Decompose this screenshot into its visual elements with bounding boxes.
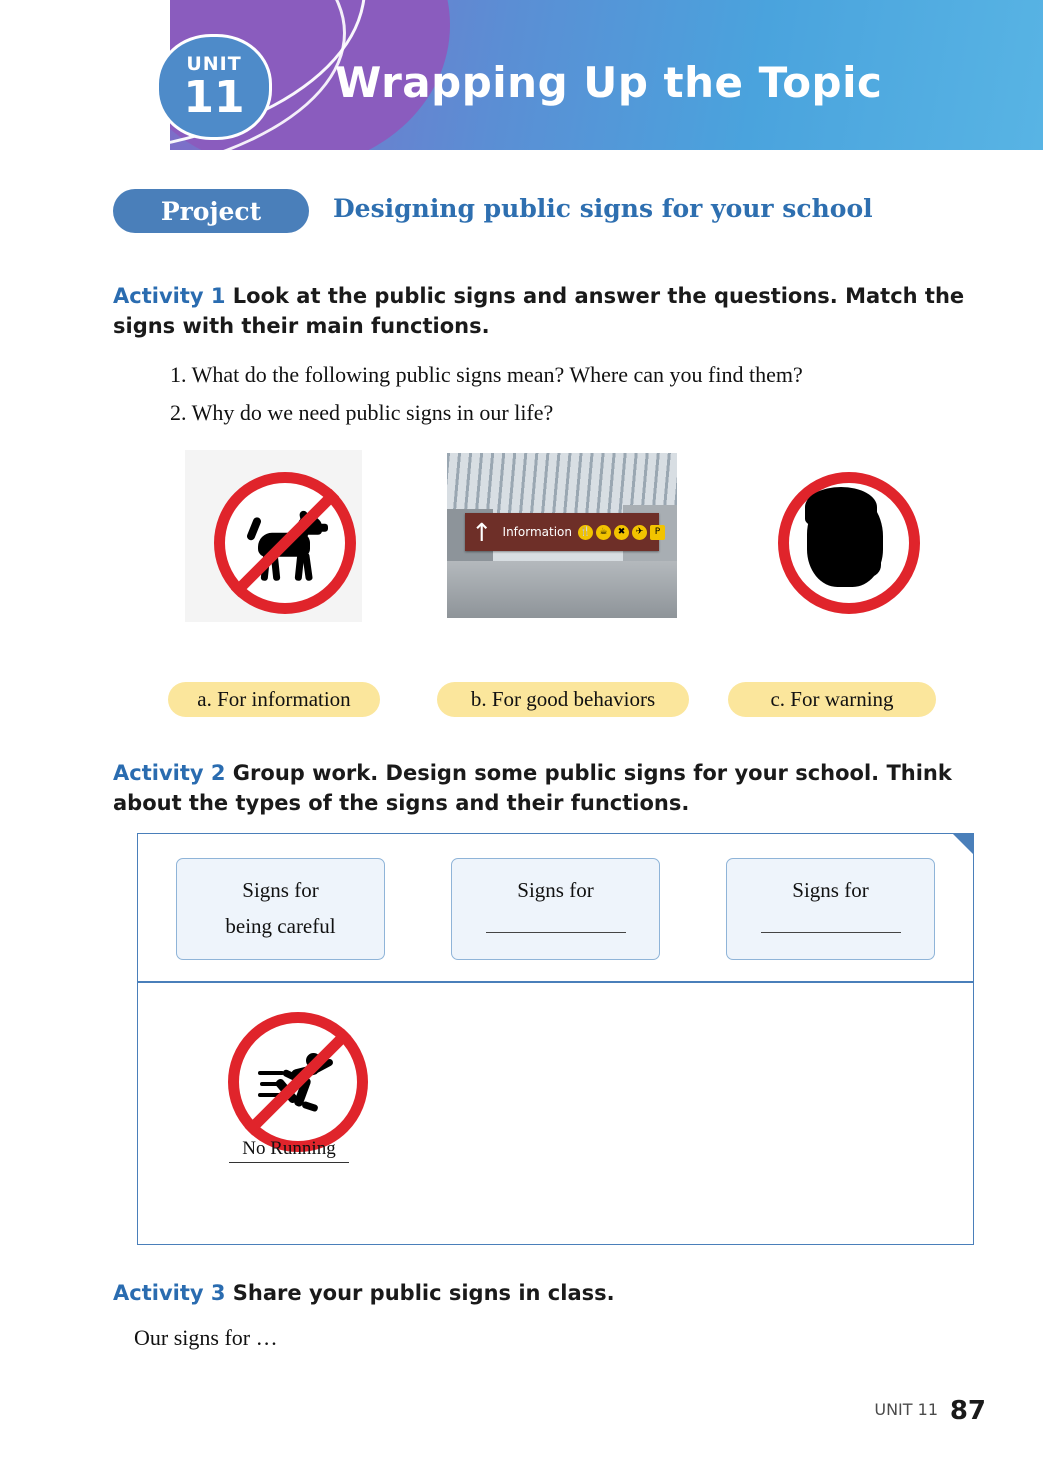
corner-fold-icon	[953, 834, 973, 854]
activity1-question-2: 2. Why do we need public signs in our life?	[170, 400, 554, 425]
silence-sign	[750, 450, 927, 622]
activity2-label: Activity 2	[113, 761, 226, 785]
category-3-blank[interactable]	[761, 909, 901, 945]
information-sign-board	[465, 513, 659, 551]
parking-icon: P	[650, 525, 665, 540]
photo-floor	[447, 561, 677, 618]
category-box-3[interactable]	[726, 858, 935, 960]
activity2-worksheet-box	[137, 833, 974, 1245]
category-box-2[interactable]	[451, 858, 660, 960]
prohibition-circle-icon	[228, 1012, 368, 1152]
category-1-line-2: being careful	[225, 914, 336, 938]
pictogram-group	[578, 525, 665, 540]
activity3-prompt: Our signs for …	[134, 1325, 278, 1350]
category-1-line-1: Signs for	[242, 878, 319, 903]
silence-circle-icon	[778, 472, 920, 614]
category-2-blank[interactable]	[486, 909, 626, 945]
activity1-heading	[113, 281, 973, 342]
up-arrow-icon: ↑	[471, 517, 493, 547]
category-2-line-1: Signs for	[517, 878, 594, 903]
information-sign-text: Information	[502, 525, 572, 539]
project-badge-label: Project	[160, 196, 262, 226]
no-running-caption: No Running	[229, 1138, 349, 1163]
activity1-label: Activity 1	[113, 284, 226, 308]
activity1-text: Look at the public signs and answer the questions. Match the signs with their main functions.	[113, 284, 965, 339]
no-entry-icon: ✖	[614, 525, 629, 540]
activity2-heading	[113, 758, 973, 819]
footer-unit-label: UNIT 11	[874, 1400, 938, 1419]
activity3-heading	[113, 1278, 973, 1308]
airport-information-sign	[447, 453, 677, 618]
activity3-label: Activity 3	[113, 1281, 226, 1305]
activity1-question-1: 1. What do the following public signs mean? Where can you find them?	[170, 362, 803, 387]
prohibition-circle-icon	[214, 472, 356, 614]
unit-number: 11	[183, 71, 245, 123]
restaurant-icon: 🍴	[578, 525, 593, 540]
option-b-for-good-behaviors[interactable]: b. For good behaviors	[437, 682, 689, 717]
unit-word: UNIT	[186, 52, 242, 75]
option-a-for-information[interactable]: a. For information	[168, 682, 380, 717]
category-box-1[interactable]	[176, 858, 385, 960]
footer-page-number: 87	[949, 1396, 986, 1426]
unit-badge	[156, 34, 272, 140]
worksheet-divider	[138, 981, 973, 983]
project-badge	[113, 189, 309, 233]
cafe-icon: ☕	[596, 525, 611, 540]
no-dogs-sign	[185, 450, 362, 622]
airplane-icon: ✈	[632, 525, 647, 540]
no-running-sign	[213, 1012, 403, 1192]
page-header	[0, 0, 1043, 150]
activity1-sign-row	[113, 450, 973, 625]
hand-silhouette	[847, 547, 881, 577]
activity2-text: Group work. Design some public signs for your school. Think about the types of the signs and their functions.	[113, 761, 952, 816]
option-c-for-warning[interactable]: c. For warning	[728, 682, 936, 717]
project-title: Designing public signs for your school	[333, 194, 873, 223]
activity3-text: Share your public signs in class.	[225, 1281, 615, 1305]
page-title: Wrapping Up the Topic	[335, 58, 883, 107]
category-3-line-1: Signs for	[792, 878, 869, 903]
